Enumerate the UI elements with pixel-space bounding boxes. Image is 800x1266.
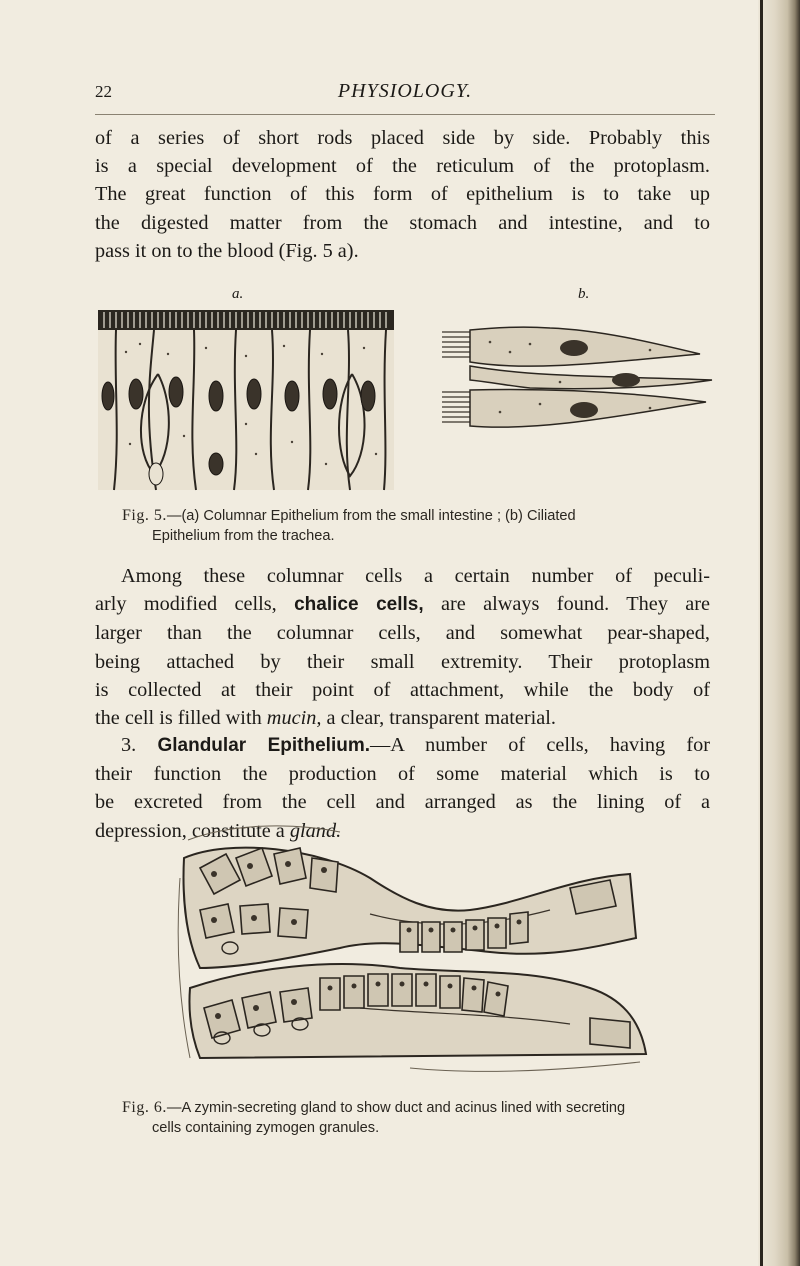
text-run: a clear, transparent material. <box>321 707 556 730</box>
text-line: Among these columnar cells a certain number of peculi- <box>121 565 710 587</box>
text-line: their function the production of some material which is to <box>95 763 710 786</box>
text-line: larger than the columnar cells, and somewhat pear-shaped, <box>95 622 710 645</box>
caption-text: —(a) Columnar Epithelium from the small intestine ; (b) Ciliated <box>166 508 576 524</box>
paragraph-2 <box>95 562 710 732</box>
text-run: are always found. They are <box>423 593 710 616</box>
text-run: the cell is filled with <box>95 707 267 730</box>
text-line: be excreted from the cell and arranged as the lining of a <box>95 791 710 814</box>
figure-5-caption <box>100 506 710 546</box>
figure-6-caption <box>100 1098 710 1138</box>
running-head <box>95 80 715 110</box>
section-heading: Glandular Epithelium. <box>157 735 371 756</box>
gland-term: gland. <box>289 819 342 842</box>
figure-5a-label: a. <box>232 286 244 302</box>
paragraph-1 <box>95 124 710 265</box>
section-number: 3. <box>121 734 158 756</box>
text-line: the digested matter from the stomach and intestine, and to <box>95 211 710 234</box>
mucin-term: mucin, <box>266 707 322 730</box>
gutter-line <box>760 0 763 1266</box>
text-line <box>95 704 710 732</box>
text-line: is collected at their point of attachment, while the body of <box>95 678 710 701</box>
figure-label: Fig. 5. <box>122 507 167 524</box>
text-line <box>95 731 710 760</box>
text-line: is a special development of the reticulum of the protoplasm. <box>95 155 710 178</box>
chalice-cells-term: chalice cells, <box>294 594 424 616</box>
page-title: PHYSIOLOGY. <box>337 80 473 102</box>
text-line: pass it on to the blood (Fig. 5 a). <box>95 239 359 262</box>
zymin-gland-illustration <box>170 818 650 1080</box>
text-run: —A number of cells, having for <box>370 734 711 756</box>
header-rule <box>95 114 715 115</box>
caption-text: Epithelium from the trachea. <box>152 528 335 544</box>
caption-text: —A zymin-secreting gland to show duct and acinus lined with secreting <box>166 1100 626 1116</box>
text-line: being attached by their small extremity. Their protoplasm <box>95 650 710 673</box>
text-run: depression, constitute a <box>95 819 290 842</box>
text-run: arly modified cells, <box>95 593 295 616</box>
caption-text: cells containing zymogen granules. <box>152 1120 380 1136</box>
text-line: The great function of this form of epithelium is to take up <box>95 183 710 206</box>
ciliated-epithelium-illustration <box>430 322 718 452</box>
columnar-epithelium-illustration <box>96 304 396 492</box>
text-line <box>95 590 710 619</box>
page-number: 22 <box>95 82 112 101</box>
page-edge <box>758 0 800 1266</box>
figure-label: Fig. 6. <box>122 1099 167 1116</box>
text-line: of a series of short rods placed side by side. Probably this <box>95 127 710 149</box>
figure-5b-label: b. <box>578 286 590 302</box>
